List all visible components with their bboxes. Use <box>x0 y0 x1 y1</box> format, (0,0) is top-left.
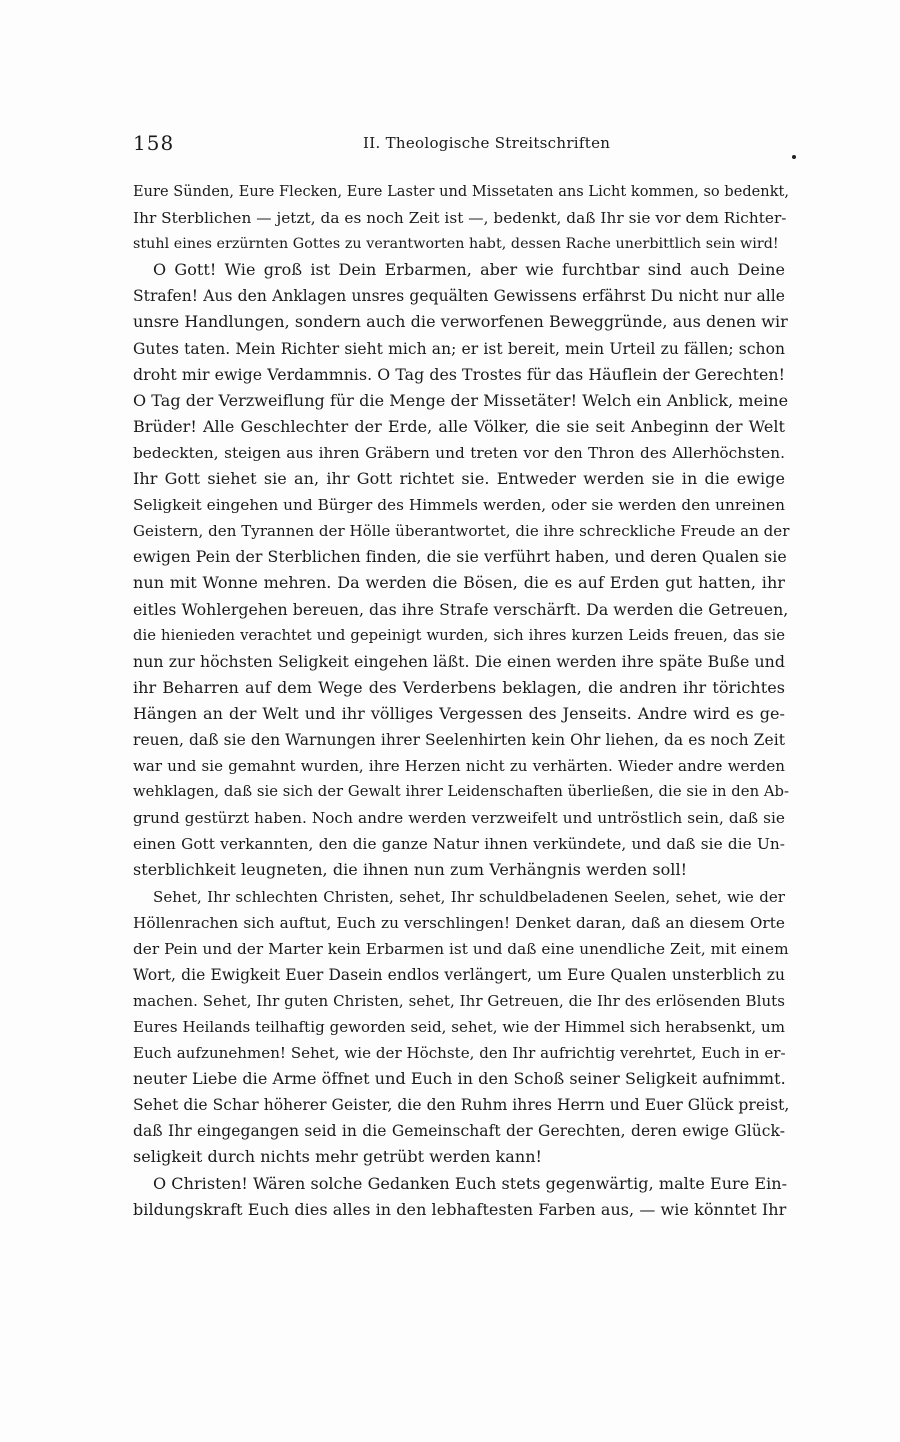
text-line: reuen, daß sie den Warnungen ihrer Seelenhirten kein Ohr liehen, da es noch Zeit <box>133 730 785 749</box>
text-line: eitles Wohlergehen bereuen, das ihre Strafe verschärft. Da werden die Getreuen, <box>133 599 789 619</box>
text-line: O Tag der Verzweiflung für die Menge der Missetäter! Welch ein Anblick, meine <box>133 390 789 410</box>
text-line: die hienieden verachtet und gepeinigt wurden, sich ihres kurzen Leids freuen, das sie <box>133 626 785 644</box>
text-line: O Gott! Wie groß ist Dein Erbarmen, aber wie furchtbar sind auch Deine <box>153 260 785 280</box>
text-line: stuhl eines erzürnten Gottes zu verantworten habt, dessen Rache unerbittlich sein wird! <box>133 236 779 253</box>
text-line: Strafen! Aus den Anklagen unsres gequälten Gewissens erfährst Du nicht nur alle <box>133 287 785 306</box>
page-number: 158 <box>133 131 175 155</box>
body-text <box>133 179 790 1223</box>
text-line: ihr Beharren auf dem Wege des Verderbens beklagen, die andren ihr törichtes <box>133 677 785 697</box>
text-line: nun mit Wonne mehren. Da werden die Bösen, die es auf Erden gut hatten, ihr <box>133 573 785 593</box>
text-line: unsre Handlungen, sondern auch die verworfenen Beweggründe, aus denen wir <box>133 312 788 332</box>
text-line: Eure Sünden, Eure Flecken, Eure Laster und Missetaten ans Licht kommen, so bedenkt, <box>133 184 790 200</box>
text-line: sterblichkeit leugneten, die ihnen nun zum Verhängnis werden soll! <box>133 860 688 880</box>
text-line: Hängen an der Welt und ihr völliges Vergessen des Jenseits. Andre wird es ge- <box>133 703 785 723</box>
text-line: droht mir ewige Verdammnis. O Tag des Trostes für das Häuflein der Gerechten! <box>133 364 785 384</box>
paragraph <box>133 257 790 883</box>
print-speck <box>792 155 796 159</box>
paragraph <box>133 884 790 1171</box>
text-line: wehklagen, daß sie sich der Gewalt ihrer Leidenschaften überließen, die sie in den Ab- <box>133 783 790 801</box>
text-line: Ihr Sterblichen — jetzt, da es noch Zeit ist —, bedenkt, daß Ihr sie vor dem Richter- <box>133 209 787 228</box>
text-line: bedeckten, steigen aus ihren Gräbern und treten vor den Thron des Allerhöchsten. <box>133 443 785 462</box>
running-head <box>133 131 783 155</box>
text-line: bildungskraft Euch dies alles in den lebhaftesten Farben aus, — wie könntet Ihr <box>133 1199 787 1219</box>
text-line: Ihr Gott siehet sie an, ihr Gott richtet sie. Entweder werden sie in die ewige <box>133 469 785 489</box>
paragraph <box>133 179 790 257</box>
text-line: seligkeit durch nichts mehr getrübt werden kann! <box>133 1147 543 1167</box>
text-line: Sehet die Schar höherer Geister, die den Ruhm ihres Herrn und Euer Glück preist, <box>133 1096 790 1115</box>
text-line: war und sie gemahnt wurden, ihre Herzen nicht zu verhärten. Wieder andre werden <box>133 757 785 776</box>
text-line: Euch aufzunehmen! Sehet, wie der Höchste, den Ihr aufrichtig verehrtet, Euch in er- <box>133 1044 786 1063</box>
text-line: machen. Sehet, Ihr guten Christen, sehet, Ihr Getreuen, die Ihr des erlösenden Bluts <box>133 991 785 1010</box>
text-line: Seligkeit eingehen und Bürger des Himmels werden, oder sie werden den unreinen <box>133 496 785 515</box>
text-line: O Christen! Wären solche Gedanken Euch stets gegenwärtig, malte Eure Ein- <box>153 1173 788 1193</box>
text-line: der Pein und der Marter kein Erbarmen ist und daß eine unendliche Zeit, mit einem <box>133 939 789 958</box>
text-line: nun zur höchsten Seligkeit eingehen läßt. Die einen werden ihre späte Buße und <box>133 651 785 671</box>
text-line: Brüder! Alle Geschlechter der Erde, alle Völker, die sie seit Anbeginn der Welt <box>133 416 785 436</box>
text-line: einen Gott verkannten, den die ganze Natur ihnen verkündete, und daß sie die Un- <box>133 835 785 854</box>
text-line: Wort, die Ewigkeit Euer Dasein endlos verlängert, um Eure Qualen unsterblich zu <box>133 965 785 984</box>
running-title: II. Theologische Streitschriften <box>363 134 611 152</box>
text-line: neuter Liebe die Arme öffnet und Euch in den Schoß seiner Seligkeit aufnimmt. <box>133 1069 786 1089</box>
text-line: Eures Heilands teilhaftig geworden seid, sehet, wie der Himmel sich herabsenkt, um <box>133 1018 785 1036</box>
text-line: Höllenrachen sich auftut, Euch zu verschlingen! Denket daran, daß an diesem Orte <box>133 913 785 932</box>
text-line: Gutes taten. Mein Richter sieht mich an; er ist bereit, mein Urteil zu fällen; schon <box>133 339 785 358</box>
text-line: ewigen Pein der Sterblichen finden, die sie verführt haben, und deren Qualen sie <box>133 547 787 567</box>
paragraph <box>133 1171 788 1223</box>
text-line: Geistern, den Tyrannen der Hölle überantwortet, die ihre schreckliche Freude an der <box>133 522 790 541</box>
text-line: Sehet, Ihr schlechten Christen, sehet, Ihr schuldbeladenen Seelen, sehet, wie der <box>153 887 785 906</box>
text-line: grund gestürzt haben. Noch andre werden verzweifelt und untröstlich sein, daß sie <box>133 809 785 828</box>
text-line: daß Ihr eingegangen seid in die Gemeinschaft der Gerechten, deren ewige Glück- <box>133 1122 785 1141</box>
